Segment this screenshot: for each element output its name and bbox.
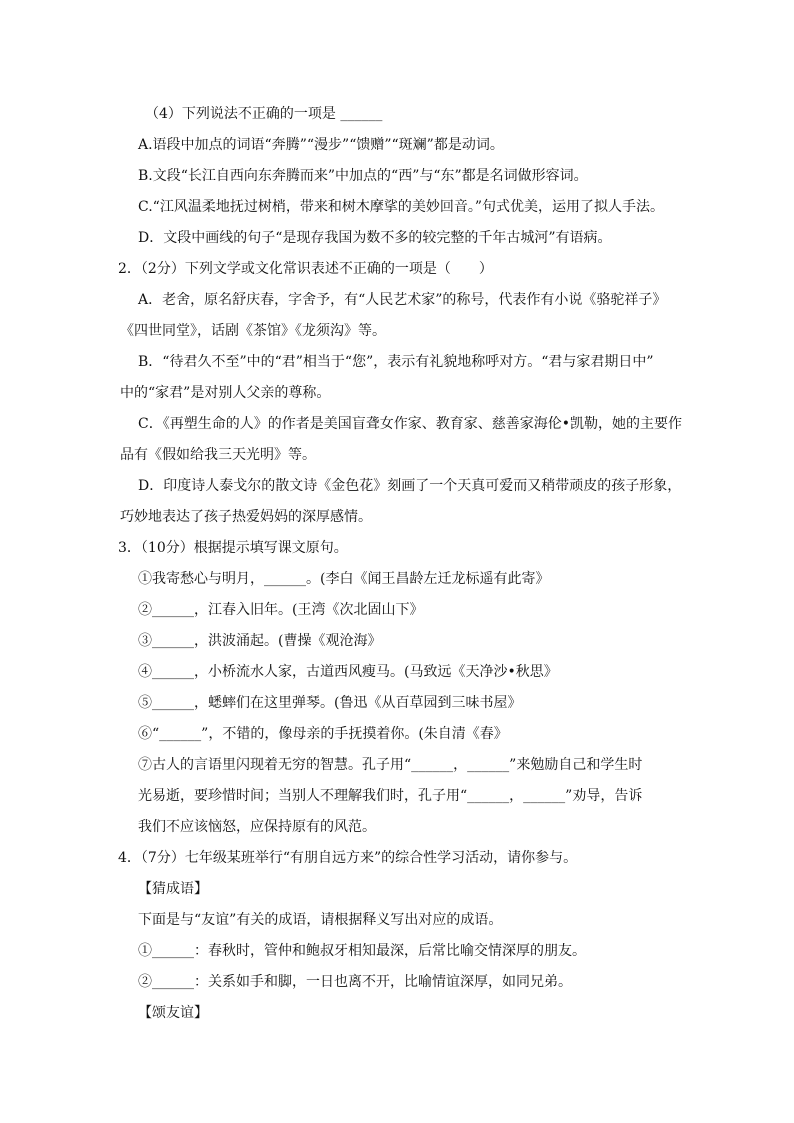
- q3-item-6: ⑥“______”，不错的，像母亲的手抚摸着你。(朱自清《春》: [138, 726, 508, 742]
- q3-item-5: ⑤______，蟋蟀们在这里弹琴。(鲁迅《从百草园到三味书屋》: [138, 695, 522, 711]
- q1-sub4-stem: （4）下列说法不正确的一项是 ______: [145, 106, 383, 122]
- q4-instruction: 下面是与“友谊”有关的成语，请根据释义写出对应的成语。: [138, 912, 503, 928]
- q1-option-a: A.语段中加点的词语“奔腾”“漫步”“馈赠”“斑斓”都是动词。: [138, 137, 504, 153]
- q1-option-c: C.“江风温柔地抚过树梢，带来和树木摩挲的美妙回音。”句式优美，运用了拟人手法。: [138, 199, 664, 215]
- q4-stem: 4．（7分）七年级某班举行“有朋自远方来”的综合性学习活动，请你参与。: [118, 850, 578, 866]
- q4-section-guess-idiom: 【猜成语】: [138, 881, 208, 897]
- q3-stem: 3．（10分）根据提示填写课文原句。: [118, 540, 348, 556]
- q3-item-7-line3: 我们不应该恼怒，应保持原有的风范。: [138, 819, 376, 835]
- q2-option-b-line1: B．“待君久不至”中的“君”相当于“您”，表示有礼貌地称呼对方。“君与家君期日中”: [138, 354, 654, 370]
- q2-option-b-line2: 中的“家君”是对别人父亲的尊称。: [120, 385, 331, 401]
- q1-option-b: B.文段“长江自西向东奔腾而来”中加点的“西”与“东”都是名词做形容词。: [138, 168, 588, 184]
- q4-item-2: ②______：关系如手和脚，一日也离不开，比喻情谊深厚，如同兄弟。: [138, 974, 572, 990]
- q4-item-1: ①______：春秋时，管仲和鲍叔牙相知最深，后常比喻交情深厚的朋友。: [138, 943, 586, 959]
- q3-item-3: ③______，洪波涌起。(曹操《观沧海》: [138, 633, 382, 649]
- q3-item-7-line1: ⑦古人的言语里闪现着无穷的智慧。孔子用“______，______”来勉励自己和学生时: [138, 757, 643, 773]
- q1-option-d: D．文段中画线的句子“是现存我国为数不多的较完整的千年古城河”有语病。: [138, 230, 612, 246]
- q2-option-c-line1: C．《再塑生命的人》的作者是美国盲聋女作家、教育家、慈善家海伦•凯勒，她的主要作: [138, 416, 682, 432]
- q3-item-2: ②______，江春入旧年。(王湾《次北固山下》: [138, 602, 424, 618]
- q2-option-d-line1: D．印度诗人泰戈尔的散文诗《金色花》刻画了一个天真可爱而又稍带顽皮的孩子形象，: [138, 478, 682, 494]
- q2-option-a-line2: 《四世同堂》，话剧《茶馆》《龙须沟》等。: [120, 323, 386, 339]
- q2-option-c-line2: 品有《假如给我三天光明》等。: [120, 447, 316, 463]
- q3-item-7-line2: 光易逝，要珍惜时间；当别人不理解我们时，孔子用“______，______”劝导，告诉: [138, 788, 643, 804]
- q4-section-praise-friendship: 【颂友谊】: [138, 1005, 208, 1021]
- q3-item-4: ④______，小桥流水人家，古道西风瘦马。(马致远《天净沙•秋思》: [138, 664, 558, 680]
- q2-option-d-line2: 巧妙地表达了孩子热爱妈妈的深厚感情。: [120, 509, 372, 525]
- q2-stem: 2．（2分）下列文学或文化常识表述不正确的一项是（ ）: [118, 261, 493, 277]
- q3-item-1: ①我寄愁心与明月，______。(李白《闻王昌龄左迁龙标遥有此寄》: [138, 571, 550, 587]
- q2-option-a-line1: A．老舍，原名舒庆春，字舍予，有“人民艺术家”的称号，代表作有小说《骆驼祥子》: [138, 292, 667, 308]
